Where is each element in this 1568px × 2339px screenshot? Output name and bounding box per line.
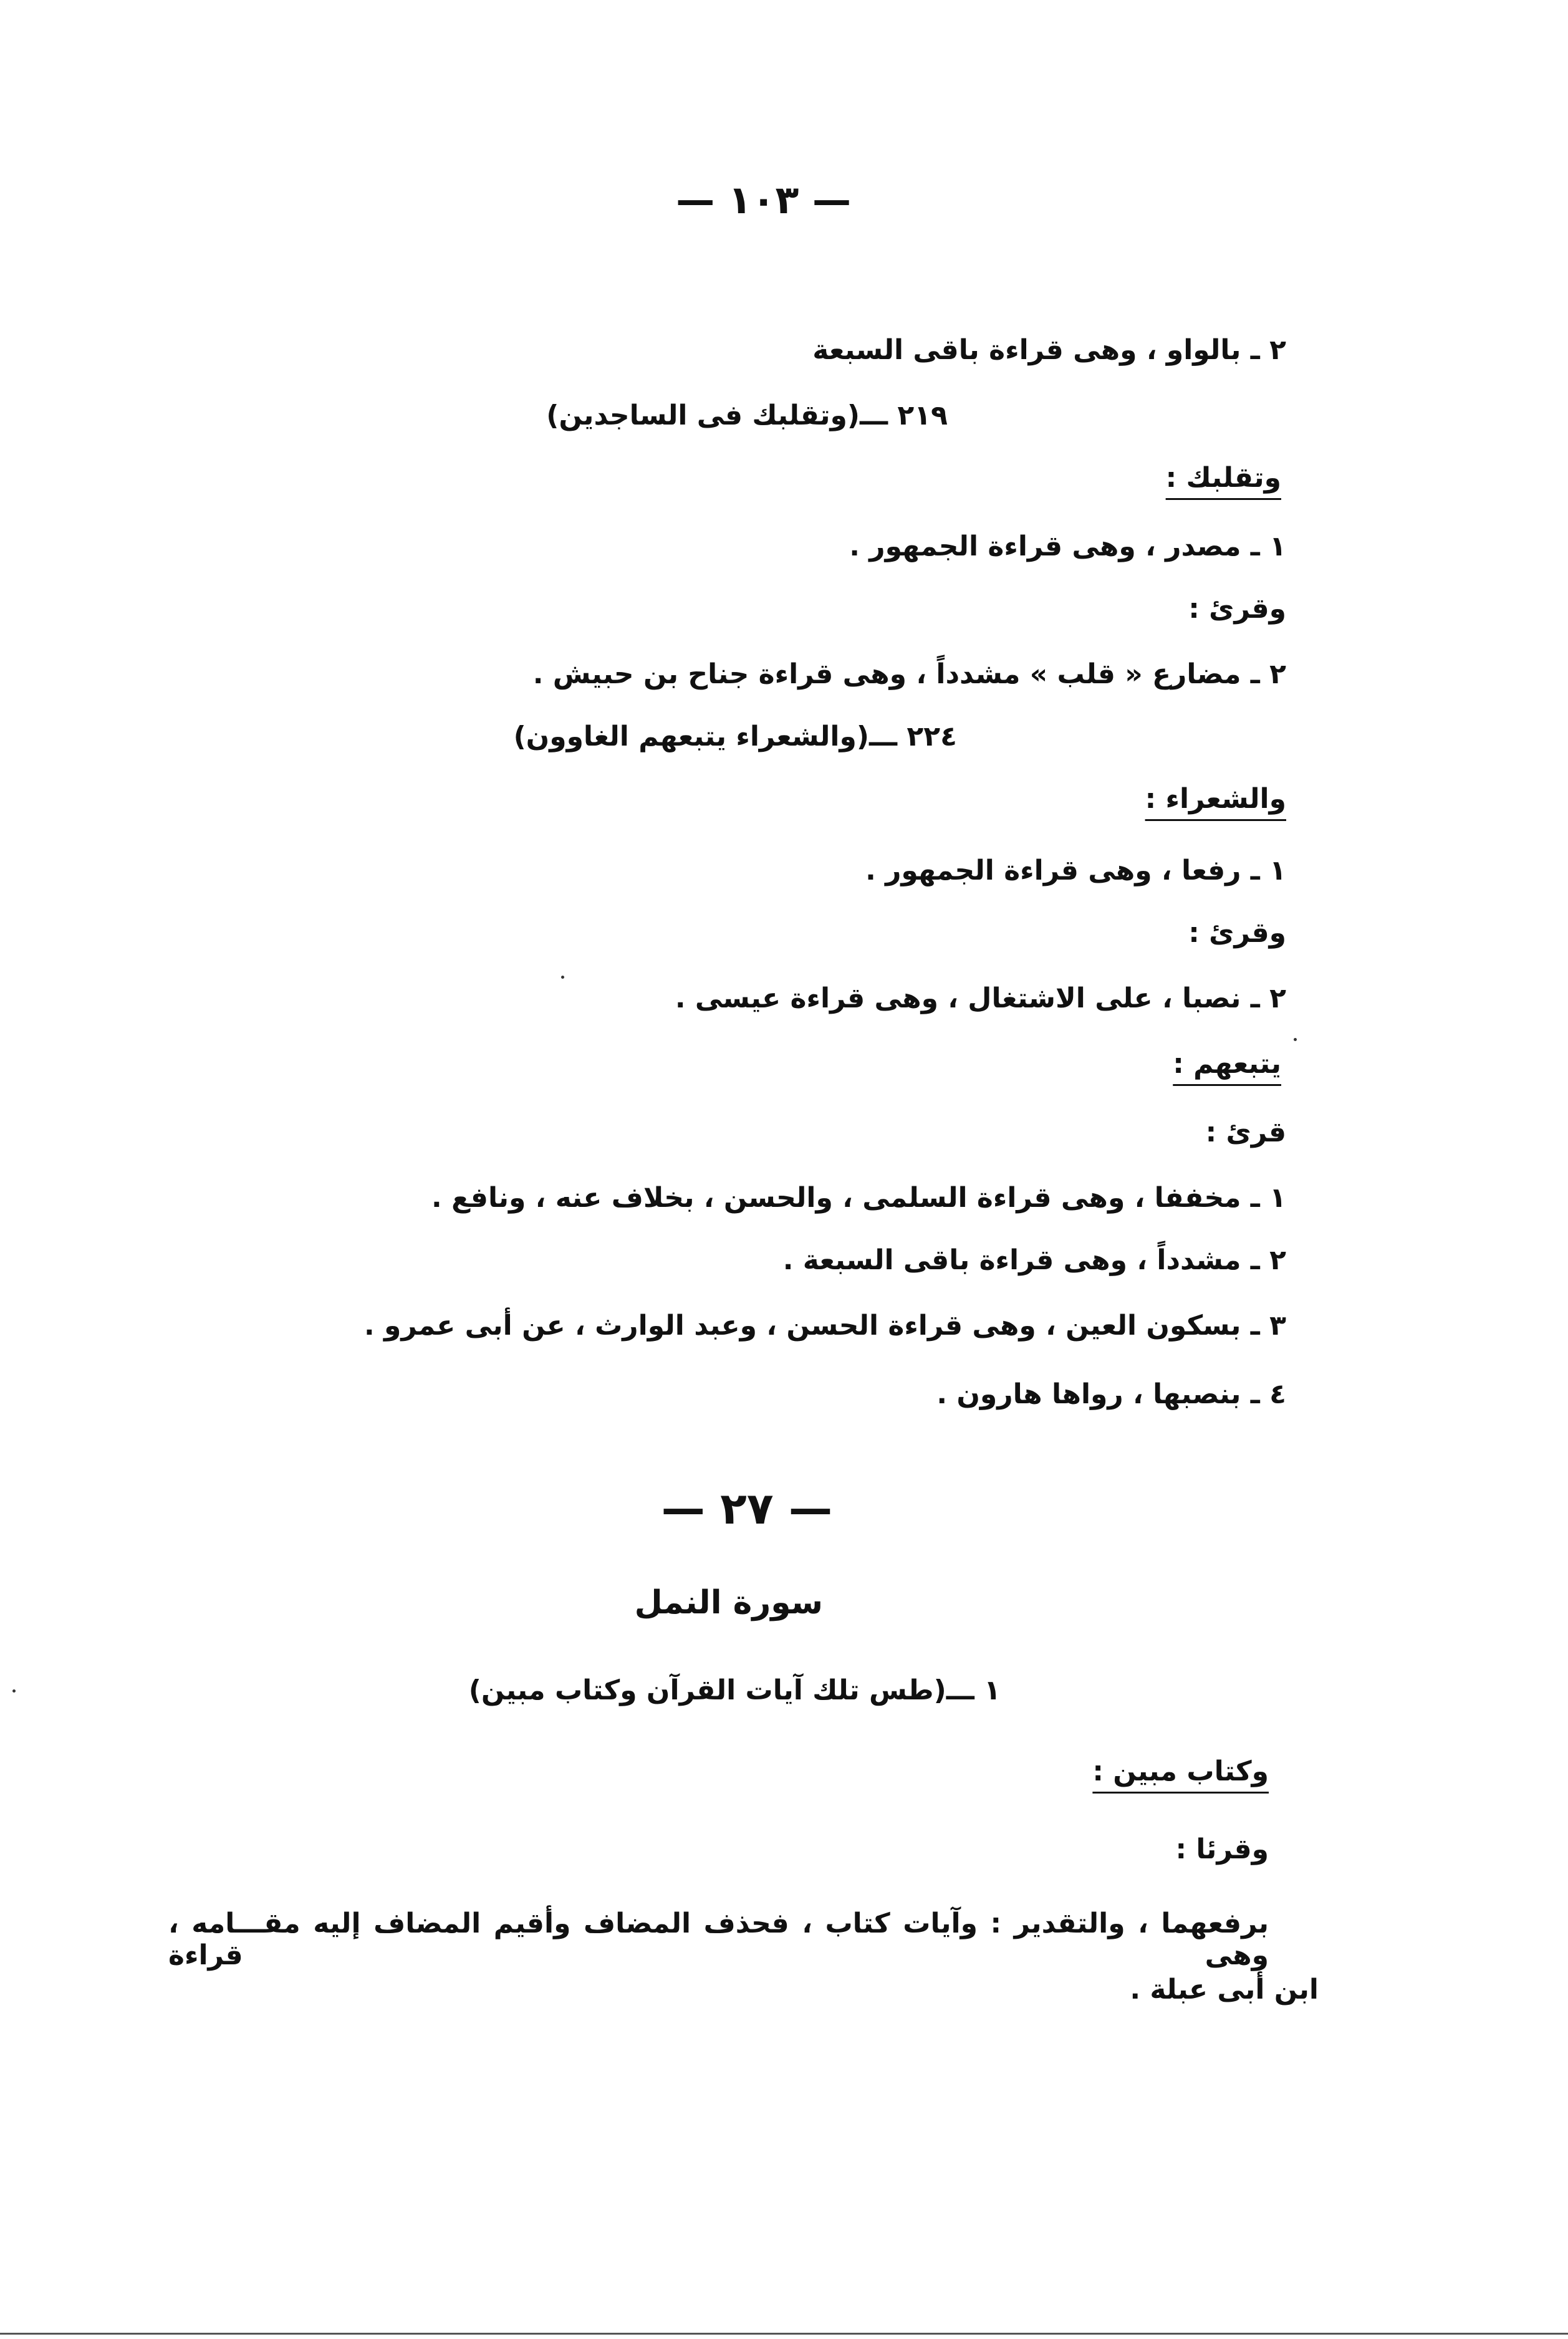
text-line: ٢ ـ مشدداً ، وهى قراءة باقى السبعة . bbox=[782, 1244, 1286, 1276]
surah-title: سورة النمل bbox=[634, 1584, 823, 1621]
verse-line: ١ ـــ(طس تلك آيات القرآن وكتاب مبين) bbox=[468, 1674, 1001, 1706]
text-line: وقرئ : bbox=[1188, 917, 1286, 949]
text-line: ١ ـ رفعا ، وهى قراءة الجمهور . bbox=[865, 855, 1286, 886]
speck-mark bbox=[1294, 1038, 1297, 1041]
speck-mark bbox=[12, 1689, 16, 1693]
text-line: ٤ ـ بنصبها ، رواها هارون . bbox=[936, 1378, 1286, 1410]
text-line: وقرئ : bbox=[1188, 593, 1286, 625]
text-line: ٢ ـ مضارع « قلب » مشدداً ، وهى قراءة جناح بن حبيش . bbox=[532, 658, 1286, 690]
paragraph-line: برفعهما ، والتقدير : وآيات كتاب ، فحذف المضاف وأقيم المضاف إليه مقـــامه ، وهى قراءة bbox=[168, 1908, 1269, 1971]
word-heading: وتقلبك : bbox=[1165, 462, 1281, 494]
page-number: — ١٠٣ — bbox=[676, 177, 851, 223]
text-line: ٢ ـ بالواو ، وهى قراءة باقى السبعة bbox=[812, 334, 1286, 366]
verse-line: ٢٢٤ ـــ(والشعراء يتبعهم الغاوون) bbox=[513, 721, 957, 752]
text-line: ٢ ـ نصبا ، على الاشتغال ، وهى قراءة عيسى . bbox=[675, 982, 1286, 1014]
speck-mark bbox=[561, 976, 564, 979]
text-line: وقرئا : bbox=[1175, 1833, 1269, 1865]
text-line: ١ ـ مخففا ، وهى قراءة السلمى ، والحسن ، بخلاف عنه ، ونافع . bbox=[431, 1182, 1286, 1214]
text-line: ابن أبى عبلة . bbox=[1130, 1974, 1319, 2005]
word-heading: وكتاب مبين : bbox=[1092, 1755, 1269, 1787]
verse-line: ٢١٩ ـــ(وتقلبك فى الساجدين) bbox=[546, 400, 948, 431]
word-heading: يتبعهم : bbox=[1173, 1048, 1281, 1080]
text-line: قرئ : bbox=[1205, 1117, 1286, 1148]
chapter-number: — ٢٧ — bbox=[661, 1483, 832, 1534]
text-line: ١ ـ مصدر ، وهى قراءة الجمهور . bbox=[849, 531, 1286, 562]
word-heading: والشعراء : bbox=[1145, 783, 1286, 815]
bottom-border bbox=[0, 2333, 1568, 2335]
text-line: ٣ ـ بسكون العين ، وهى قراءة الحسن ، وعبد الوارث ، عن أبى عمرو . bbox=[364, 1310, 1286, 1342]
